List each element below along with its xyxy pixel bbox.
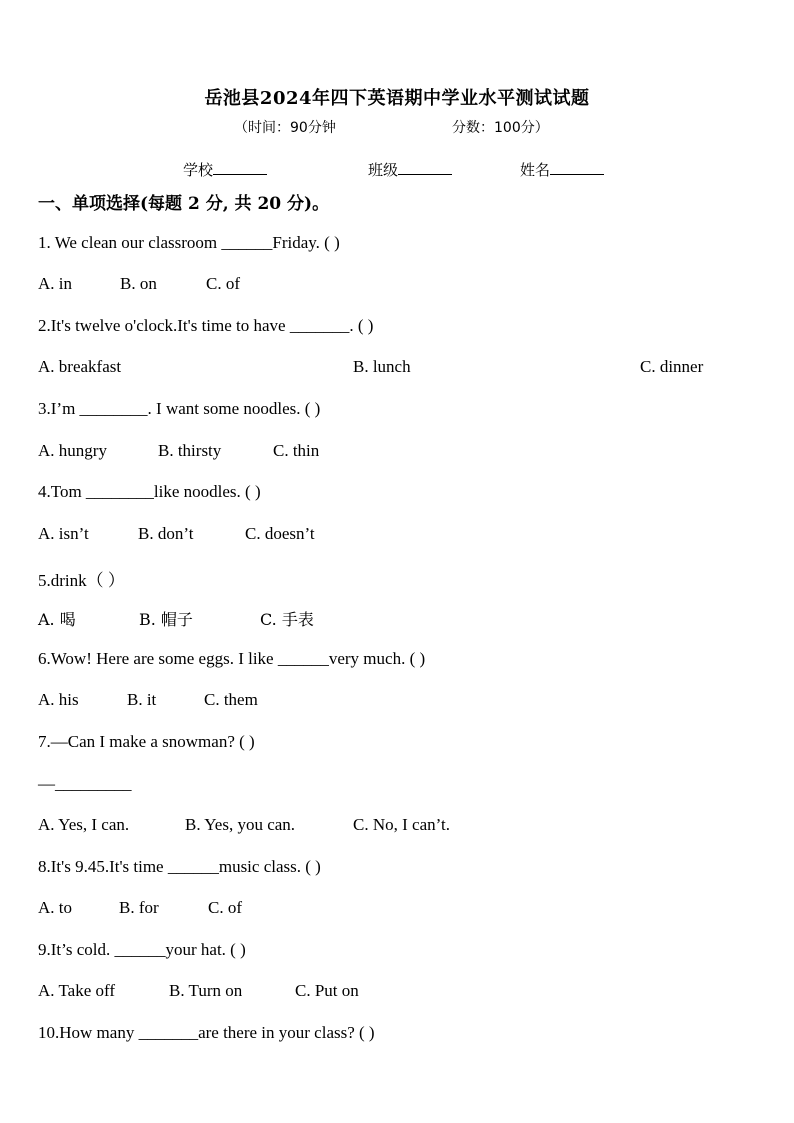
question-2: 2.It's twelve o'clock.It's time to have _______. ( ) bbox=[38, 316, 374, 335]
option-c: C. Put on bbox=[295, 981, 359, 1000]
class-label: 班级 bbox=[368, 161, 399, 179]
name-blank bbox=[550, 160, 604, 175]
option-c: C. them bbox=[204, 690, 258, 709]
option-b: B. on bbox=[120, 274, 157, 293]
option-a: A. to bbox=[38, 898, 72, 917]
name-field bbox=[520, 159, 604, 180]
answer-line-7: —_________ bbox=[38, 774, 132, 793]
question-5: 5.drink（ ） bbox=[38, 571, 125, 590]
option-c: C. doesn’t bbox=[245, 524, 315, 543]
question-6: 6.Wow! Here are some eggs. I like ______very much. ( ) bbox=[38, 649, 426, 668]
class-field bbox=[368, 159, 452, 180]
option-a: A. Yes, I can. bbox=[38, 815, 130, 834]
option-b: B. Yes, you can. bbox=[185, 815, 296, 834]
option-b: B. 帽子 bbox=[139, 610, 193, 629]
school-field bbox=[183, 159, 267, 180]
question-9: 9.It’s cold. ______your hat. ( ) bbox=[38, 940, 246, 959]
option-b: B. for bbox=[119, 898, 159, 917]
option-a: A. Take off bbox=[38, 981, 116, 1000]
exam-time: （时间：90分钟 bbox=[234, 120, 336, 136]
option-c: C. 手表 bbox=[260, 610, 314, 629]
option-b: B. Turn on bbox=[169, 981, 243, 1000]
option-b: B. thirsty bbox=[158, 441, 222, 460]
section-heading: 一、单项选择(每题 2 分, 共 20 分)。 bbox=[38, 194, 330, 214]
option-a: A. his bbox=[38, 690, 79, 709]
school-label: 学校 bbox=[183, 161, 214, 179]
question-3: 3.I’m ________. I want some noodles. ( ) bbox=[38, 399, 321, 418]
option-c: C. thin bbox=[273, 441, 320, 460]
school-blank bbox=[213, 160, 267, 175]
option-b: B. don’t bbox=[138, 524, 194, 543]
option-c: C. No, I can’t. bbox=[353, 815, 450, 834]
question-8: 8.It's 9.45.It's time ______music class. ( ) bbox=[38, 857, 321, 876]
option-a: A. in bbox=[38, 274, 72, 293]
page-title: 岳池县2024年四下英语期中学业水平测试试题 bbox=[204, 88, 590, 109]
option-a: A. hungry bbox=[38, 441, 107, 460]
name-label: 姓名 bbox=[520, 161, 551, 179]
question-7: 7.—Can I make a snowman? ( ) bbox=[38, 732, 255, 751]
question-4: 4.Tom ________like noodles. ( ) bbox=[38, 482, 261, 501]
option-b: B. it bbox=[127, 690, 157, 709]
option-b: B. lunch bbox=[353, 357, 411, 376]
option-a: A. isn’t bbox=[38, 524, 89, 543]
option-c: C. dinner bbox=[640, 357, 704, 376]
question-1: 1. We clean our classroom ______Friday. ( ) bbox=[38, 233, 340, 252]
question-10: 10.How many _______are there in your class? ( ) bbox=[38, 1023, 375, 1042]
option-c: C. of bbox=[206, 274, 240, 293]
option-a: A. breakfast bbox=[38, 357, 122, 376]
exam-score: 分数：100分） bbox=[452, 120, 549, 136]
option-a: A. 喝 bbox=[38, 610, 76, 629]
option-c: C. of bbox=[208, 898, 242, 917]
class-blank bbox=[398, 160, 452, 175]
